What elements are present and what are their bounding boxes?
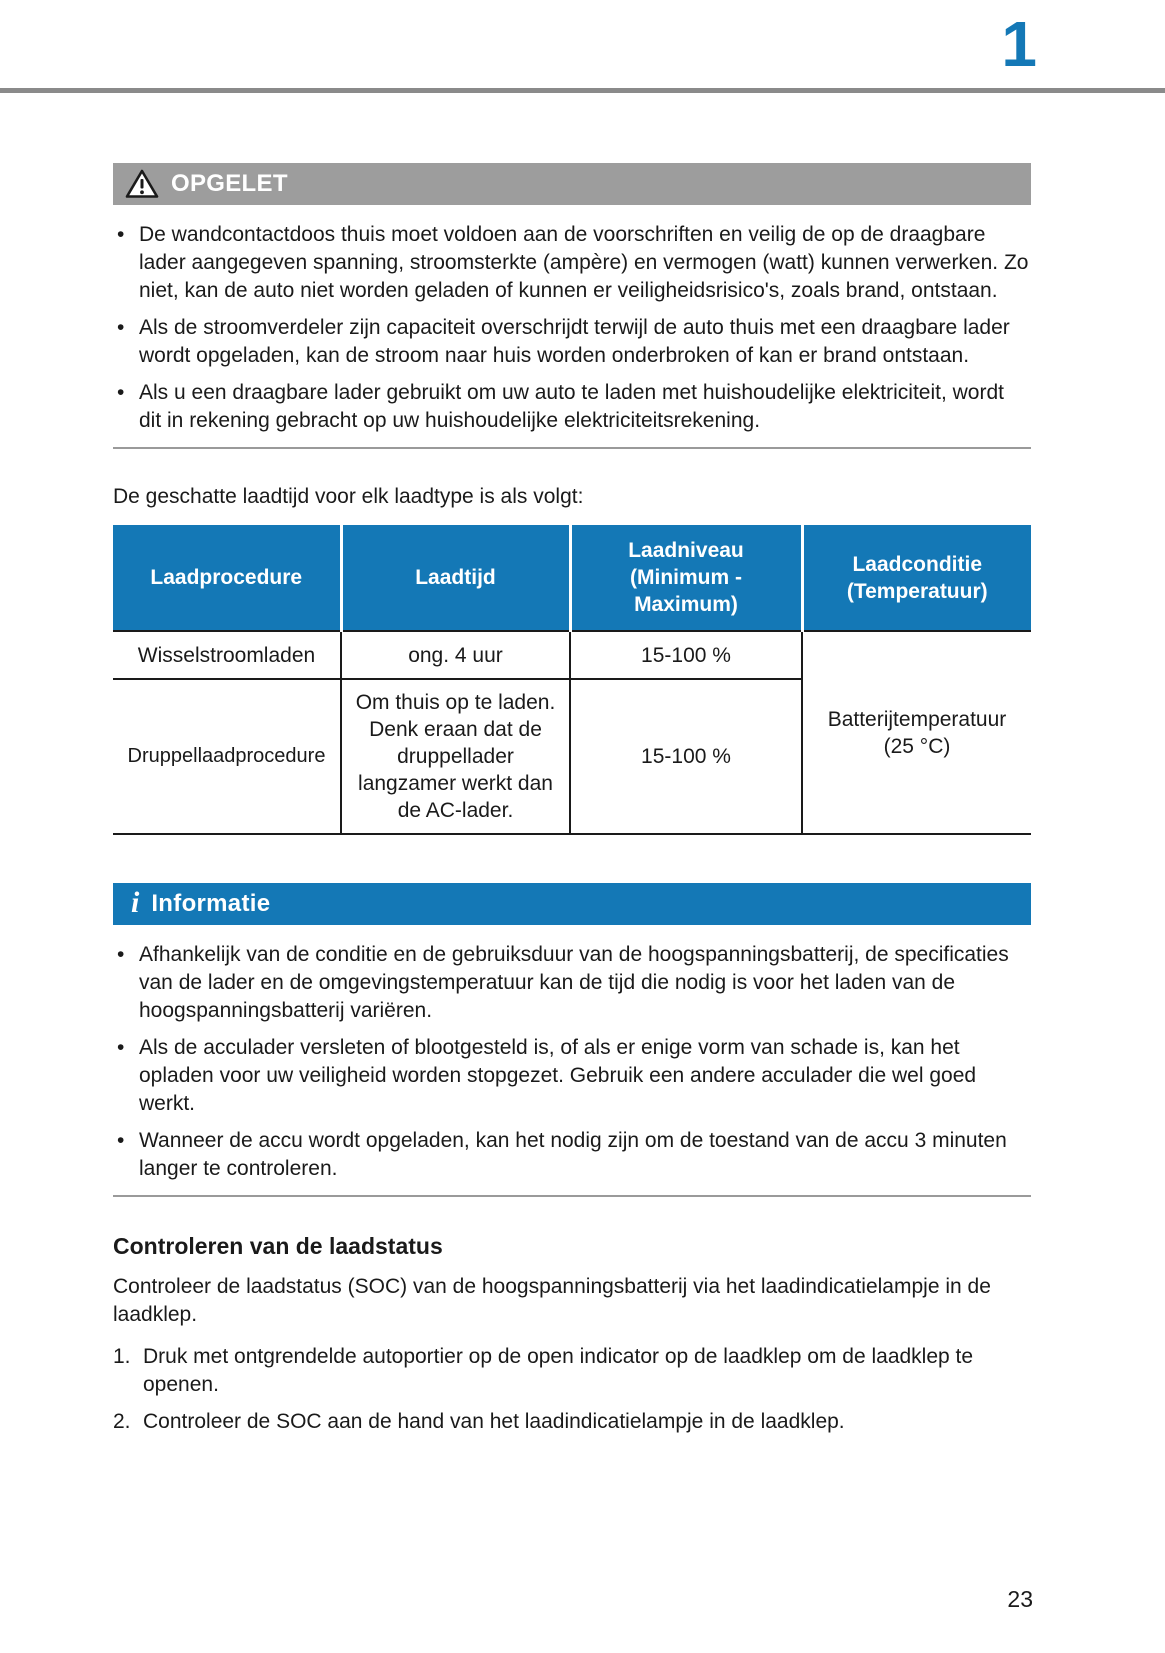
charge-table-header-procedure (113, 525, 341, 631)
step-number: 2. (113, 1410, 131, 1433)
info-item: • Afhankelijk van de conditie en de gebruiksduur van de hoogspanningsbatterij, de specificaties van de lader en de omgevingstemperatuur kan de tijd die nodig is voor het laden van de hoogspanningsbatterij variëren. (113, 941, 1031, 1025)
caution-list (113, 221, 1031, 435)
step-number: 1. (113, 1345, 131, 1368)
header-title: Laadconditie (852, 552, 983, 576)
header-sub: (Temperatuur) (846, 579, 988, 603)
page-content (113, 163, 1031, 1445)
caution-item: • Als u een draagbare lader gebruikt om uw auto te laden met huishoudelijke elektriciteit, wordt dit in rekening gebracht op uw huishoudelijke elektriciteitsrekening. (113, 379, 1031, 435)
steps-list (113, 1343, 1031, 1436)
cell-procedure: Wisselstroomladen (113, 631, 341, 679)
step-text: Druk met ontgrendelde autoportier op de open indicator op de laadklep om de laadklep te openen. (143, 1345, 974, 1396)
info-icon: i (131, 885, 140, 919)
section-paragraph: Controleer de laadstatus (SOC) van de hoogspanningsbatterij via het laadindicatielampje in de laadklep. (113, 1275, 991, 1326)
caution-banner (113, 163, 1031, 205)
cell-time: Om thuis op te laden. Denk eraan dat de druppellader langzamer werkt dan de AC-lader. (341, 679, 570, 834)
header-rule (0, 88, 1165, 93)
section-divider (113, 447, 1031, 449)
info-item: • Als de acculader versleten of blootgesteld is, of als er enige vorm van schade is, kan het opladen voor uw veiligheid worden stopgezet. Gebruik een andere acculader die wel goed werkt. (113, 1034, 1031, 1118)
caution-item: • Als de stroomverdeler zijn capaciteit overschrijdt terwijl de auto thuis met een draagbare lader wordt opgeladen, kan de stroom naar huis worden onderbroken of kan er brand ontstaan. (113, 314, 1031, 370)
info-banner (113, 883, 1031, 925)
table-intro-text: De geschatte laadtijd voor elk laadtype is als volgt: (113, 485, 584, 508)
caution-item: • De wandcontactdoos thuis moet voldoen aan de voorschriften en veilig de op de draagbare lader aangegeven spanning, stroomsterkte (ampère) en vermogen (watt) kunnen verwerken. Zo niet, kan de auto niet worden geladen of kunnen er veiligheidsrisico's, zoals brand, ontstaan. (113, 221, 1031, 305)
charge-table-header-row (113, 525, 1031, 631)
chapter-number: 1 (1001, 8, 1037, 80)
caution-title: OPGELET (171, 170, 288, 197)
section-heading: Controleren van de laadstatus (113, 1233, 443, 1259)
section-divider (113, 1195, 1031, 1197)
warning-icon (125, 169, 159, 199)
header-title: Laadniveau (628, 539, 744, 562)
step-item (113, 1343, 1031, 1399)
info-item: • Wanneer de accu wordt opgeladen, kan het nodig zijn om de toestand van de accu 3 minuten langer te controleren. (113, 1127, 1031, 1183)
cell-level: 15-100 % (570, 631, 802, 679)
table-row (113, 631, 1031, 679)
charge-table-header-time (341, 525, 570, 631)
info-list (113, 941, 1031, 1183)
info-title: Informatie (151, 890, 271, 917)
charge-table (113, 525, 1031, 835)
header-title: Laadtijd (415, 566, 496, 589)
charge-table-header-condition (802, 525, 1031, 631)
step-text: Controleer de SOC aan de hand van het laadindicatielampje in de laadklep. (143, 1410, 845, 1433)
header-title: Laadprocedure (150, 566, 303, 589)
page-number: 23 (1007, 1586, 1033, 1612)
charge-table-header-level (570, 525, 802, 631)
cell-condition: Batterijtemperatuur (25 °C) (802, 631, 1031, 834)
cell-time: ong. 4 uur (341, 631, 570, 679)
header-sub: (Minimum - Maximum) (630, 566, 742, 616)
cell-procedure: Druppellaadprocedure (113, 679, 341, 834)
cell-level: 15-100 % (570, 679, 802, 834)
step-item (113, 1408, 1031, 1436)
